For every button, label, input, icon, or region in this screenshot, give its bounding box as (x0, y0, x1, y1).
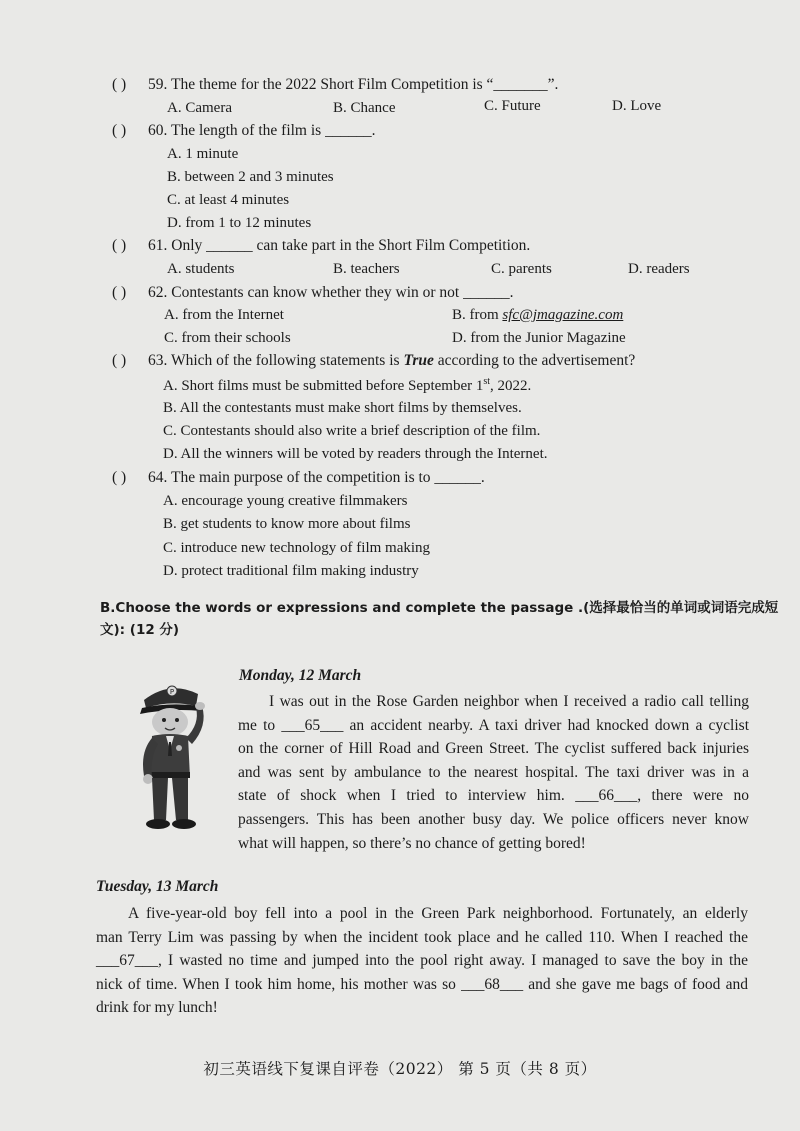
option-b: B. Chance (333, 100, 396, 116)
paragraph-line: A five-year-old boy fell into a pool in the Green Park neighborhood. Fortunately, an elderly (128, 905, 748, 922)
paragraph-line: state of shock when I tried to interview him. ___66___, there were no (238, 787, 749, 805)
question-63 (112, 352, 635, 370)
option-b (452, 307, 623, 324)
paragraph-line: and was sent by ambulance to the nearest hospital. The taxi driver was in a (238, 763, 749, 781)
question-stem-post: according to the advertisement? (433, 352, 636, 369)
question-stem: 59. The theme for the 2022 Short Film Competition is “_______”. (148, 76, 559, 93)
answer-bracket[interactable]: ( ) (112, 284, 127, 301)
option-c: C. Contestants should also write a brief description of the film. (163, 423, 541, 439)
paragraph-line: on the corner of Hill Road and Green Street. The cyclist suffered back injuries (238, 740, 749, 758)
option-b: B. teachers (333, 261, 400, 277)
option-d: D. readers (628, 261, 690, 277)
answer-bracket[interactable]: ( ) (112, 469, 127, 486)
answer-bracket[interactable]: ( ) (112, 76, 127, 93)
option-a: A. students (167, 261, 235, 277)
tuesday-paragraph (96, 902, 748, 1020)
option-c: C. introduce new technology of film making (163, 540, 431, 556)
question-stem: 64. The main purpose of the competition is to ______. (148, 469, 485, 486)
question-stem-emphasis: True (403, 352, 434, 369)
option-b-text: B. from (452, 307, 499, 323)
question-61 (112, 237, 530, 255)
section-b-title-line2: 文): (12 分) (100, 622, 180, 638)
option-d: D. All the winners will be voted by readers through the Internet. (163, 446, 548, 462)
email-link[interactable]: sfc@jmagazine.com (502, 307, 624, 323)
option-a-text: A. Short films must be submitted before September 1st, 2022. (163, 376, 532, 394)
monday-paragraph (238, 690, 749, 855)
option-d: D. from 1 to 12 minutes (167, 215, 312, 231)
section-b-title (100, 597, 790, 641)
option-a (163, 376, 531, 395)
paragraph-line: what will happen, so there’s no chance of getting bored! (238, 834, 586, 852)
option-a: A. from the Internet (164, 307, 284, 323)
badge-letter: P (169, 688, 175, 696)
question-64 (112, 469, 485, 487)
option-d: D. Love (612, 98, 662, 114)
police-officer-illustration (122, 678, 222, 838)
paragraph-line: man Terry Lim was passing by when the incident took place and he called 110. When I reached the (96, 928, 748, 946)
option-a: A. 1 minute (167, 146, 239, 162)
question-62 (112, 284, 513, 302)
question-stem-pre: 63. Which of the following statements is (148, 352, 404, 369)
option-b: B. get students to know more about films (163, 516, 411, 532)
option-b: B. All the contestants must make short films by themselves. (163, 400, 522, 416)
option-b: B. between 2 and 3 minutes (167, 169, 334, 185)
answer-bracket[interactable]: ( ) (112, 237, 127, 254)
section-b-title-line1: B.Choose the words or expressions and complete the passage .(选择最恰当的单词或词语完成短 (100, 600, 779, 616)
option-d: D. protect traditional film making industry (163, 563, 419, 579)
paragraph-line: drink for my lunch! (96, 999, 218, 1017)
question-stem: 61. Only ______ can take part in the Short Film Competition. (148, 237, 531, 254)
option-c: C. from their schools (164, 330, 291, 346)
question-stem: 62. Contestants can know whether they win or not ______. (148, 284, 514, 301)
paragraph-line: ___67___, I wasted no time and jumped into the pool right away. I managed to save the boy in the (96, 952, 748, 970)
question-stem: 60. The length of the film is ______. (148, 122, 376, 139)
monday-heading: Monday, 12 March (239, 667, 362, 684)
option-c: C. at least 4 minutes (167, 192, 290, 208)
answer-bracket[interactable]: ( ) (112, 122, 127, 139)
option-d: D. from the Junior Magazine (452, 330, 626, 346)
page-footer: 初三英语线下复课自评卷（2022） 第 5 页（共 8 页） (203, 1060, 597, 1078)
paragraph-line: me to ___65___ an accident nearby. A taxi driver had knocked down a cyclist (238, 716, 749, 734)
tuesday-heading: Tuesday, 13 March (96, 878, 219, 895)
option-a: A. encourage young creative filmmakers (163, 493, 408, 509)
option-a: A. Camera (167, 100, 232, 116)
option-c: C. parents (491, 261, 552, 277)
option-c: C. Future (484, 98, 541, 114)
paragraph-line: nick of time. When I took him home, his mother was so ___68___ and she gave me bags of food and (96, 975, 748, 993)
paragraph-line: passengers. This has been another busy day. We police officers never know (238, 810, 749, 828)
question-60 (112, 122, 375, 140)
paragraph-line: I was out in the Rose Garden neighbor when I received a radio call telling (269, 693, 749, 710)
question-59 (112, 76, 558, 94)
answer-bracket[interactable]: ( ) (112, 352, 127, 369)
